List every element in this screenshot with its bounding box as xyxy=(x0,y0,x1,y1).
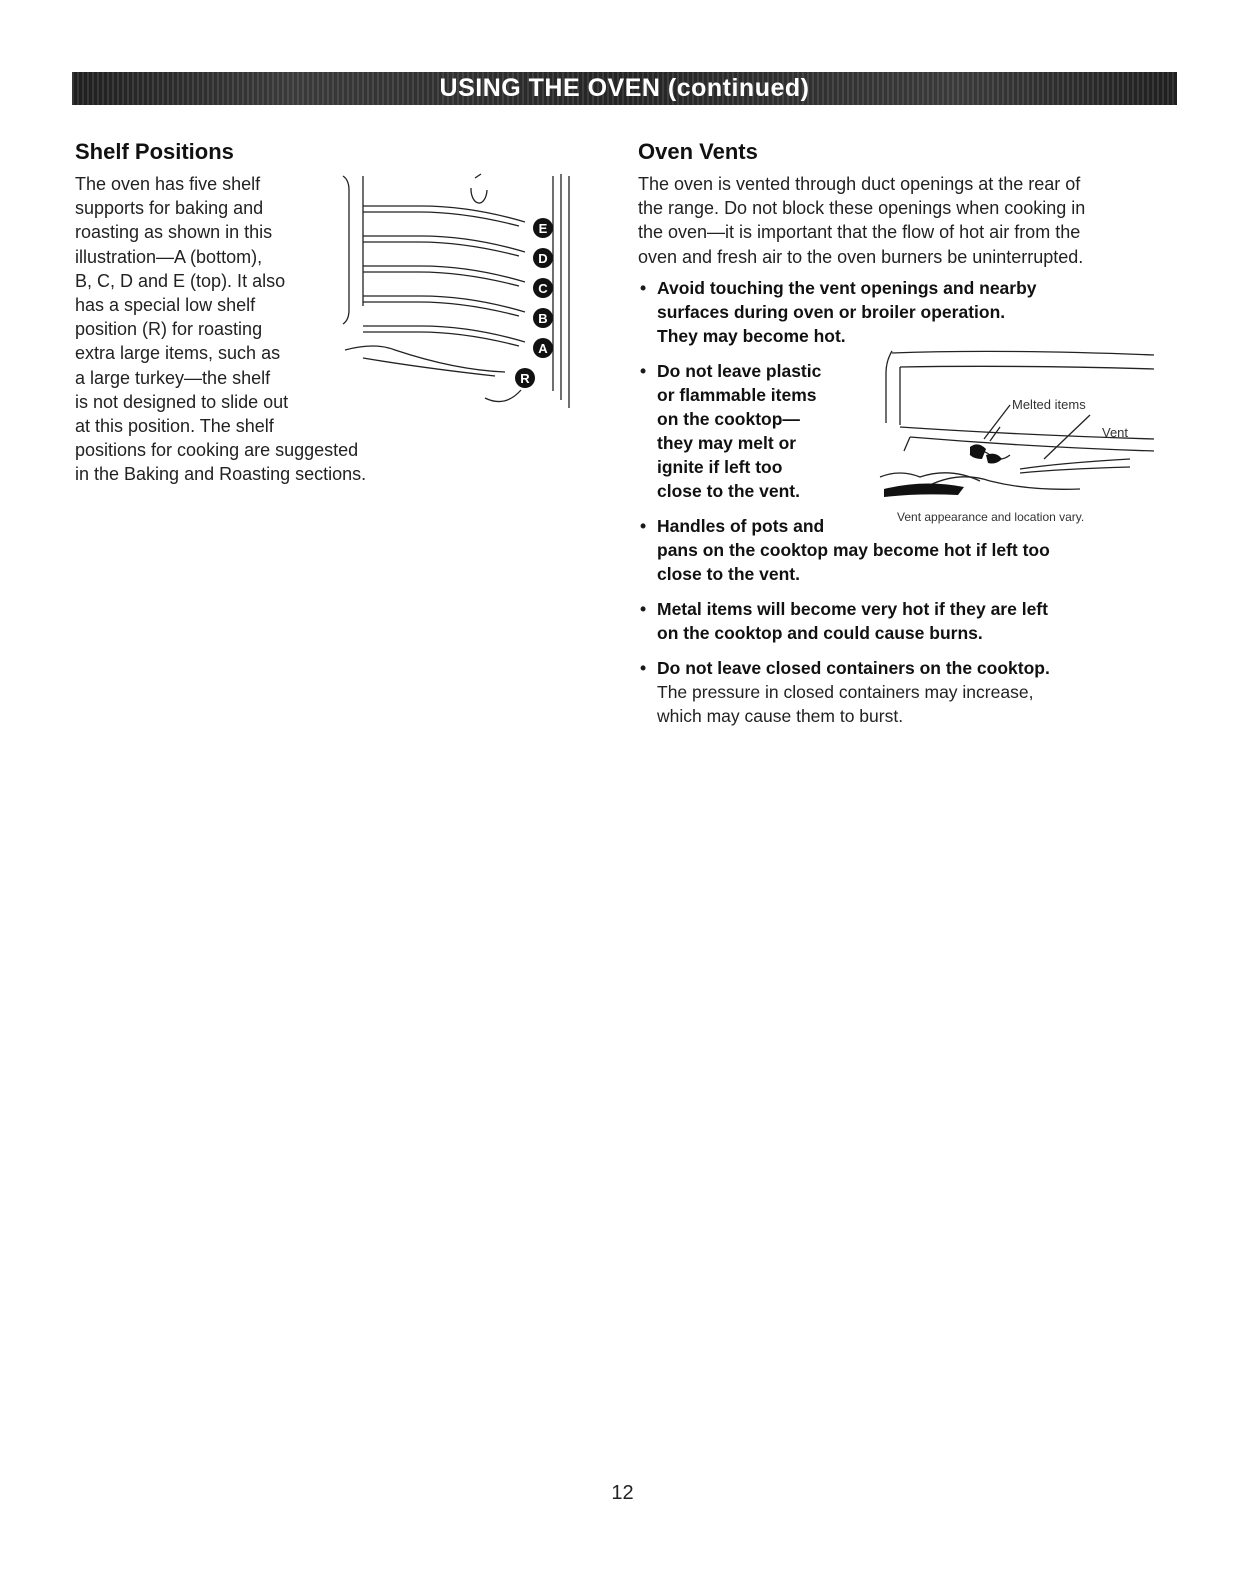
text-line: position (R) for roasting xyxy=(75,319,263,340)
bullet-detail: which may cause them to burst. xyxy=(657,706,904,726)
vent-label: Vent xyxy=(1102,425,1129,440)
bullet-text: surfaces during oven or broiler operation. xyxy=(657,302,1006,322)
bullet-text: pans on the cooktop may become hot if left too xyxy=(657,540,1050,560)
bullet-text: Do not leave plastic xyxy=(657,361,822,381)
text-line: the oven—it is important that the flow of hot air from the xyxy=(638,222,1081,243)
text-line: positions for cooking are suggested xyxy=(75,440,359,461)
text-line: oven and fresh air to the oven burners be uninterrupted. xyxy=(638,246,1084,267)
shelf-label-b: B xyxy=(538,311,548,326)
text-line: The oven is vented through duct openings at the rear of xyxy=(638,174,1081,194)
text-line: has a special low shelf xyxy=(75,295,256,316)
oven-vents-intro xyxy=(638,172,1158,269)
shelf-label-c: C xyxy=(538,281,548,296)
text-line: illustration—A (bottom), xyxy=(75,246,263,267)
bullet-text: they may melt or xyxy=(657,433,797,453)
text-line: supports for baking and xyxy=(75,198,264,219)
text-line: the range. Do not block these openings when cooking in xyxy=(638,198,1086,219)
page-number: 12 xyxy=(611,1482,634,1504)
text-line: roasting as shown in this xyxy=(75,222,273,243)
shelf-label-d: D xyxy=(538,251,548,266)
text-line: a large turkey—the shelf xyxy=(75,367,271,388)
list-item xyxy=(640,514,1160,586)
bullet-text: Metal items will become very hot if they are left xyxy=(657,599,1048,619)
text-line: B, C, D and E (top). It also xyxy=(75,270,286,291)
bullet-dot: • xyxy=(640,599,647,619)
list-item xyxy=(640,276,1160,348)
list-item xyxy=(640,597,1160,645)
melted-items-label: Melted items xyxy=(1012,397,1086,412)
text-line: The oven has five shelf xyxy=(75,174,261,194)
list-item xyxy=(640,656,1160,728)
bullet-text: Do not leave closed containers on the cooktop. xyxy=(657,658,1050,678)
banner-title: USING THE OVEN (continued) xyxy=(439,74,810,102)
shelf-positions-illustration xyxy=(335,170,600,420)
bullet-dot: • xyxy=(640,658,647,678)
text-line: extra large items, such as xyxy=(75,343,281,364)
bullet-text: on the cooktop and could cause burns. xyxy=(657,623,983,643)
shelf-label-r: R xyxy=(520,371,530,386)
bullet-text: or flammable items xyxy=(657,385,817,405)
shelf-positions-heading: Shelf Positions xyxy=(75,139,234,164)
bullet-dot: • xyxy=(640,516,647,536)
bullet-text: close to the vent. xyxy=(657,481,800,501)
bullet-detail: The pressure in closed containers may increase, xyxy=(657,682,1034,702)
vent-illustration xyxy=(870,345,1155,505)
vent-figure-caption: Vent appearance and location vary. xyxy=(897,510,1085,524)
melted-items-pointer xyxy=(984,405,1010,439)
text-line: is not designed to slide out xyxy=(75,391,289,412)
shelf-label-a: A xyxy=(538,341,548,356)
oven-vents-heading: Oven Vents xyxy=(638,139,758,164)
bullet-dot: • xyxy=(640,361,647,381)
bullet-dot: • xyxy=(640,278,647,298)
shelf-label-e: E xyxy=(538,221,548,236)
text-line: in the Baking and Roasting sections. xyxy=(75,464,367,485)
section-banner xyxy=(72,72,1177,105)
text-line: at this position. The shelf xyxy=(75,416,274,437)
bullet-text: on the cooktop— xyxy=(657,409,800,429)
bullet-text: Avoid touching the vent openings and nearby xyxy=(657,278,1037,298)
bullet-text: close to the vent. xyxy=(657,564,800,584)
bullet-text: They may become hot. xyxy=(657,326,846,346)
bullet-text: ignite if left too xyxy=(657,457,783,477)
bullet-text: Handles of pots and xyxy=(657,516,825,536)
